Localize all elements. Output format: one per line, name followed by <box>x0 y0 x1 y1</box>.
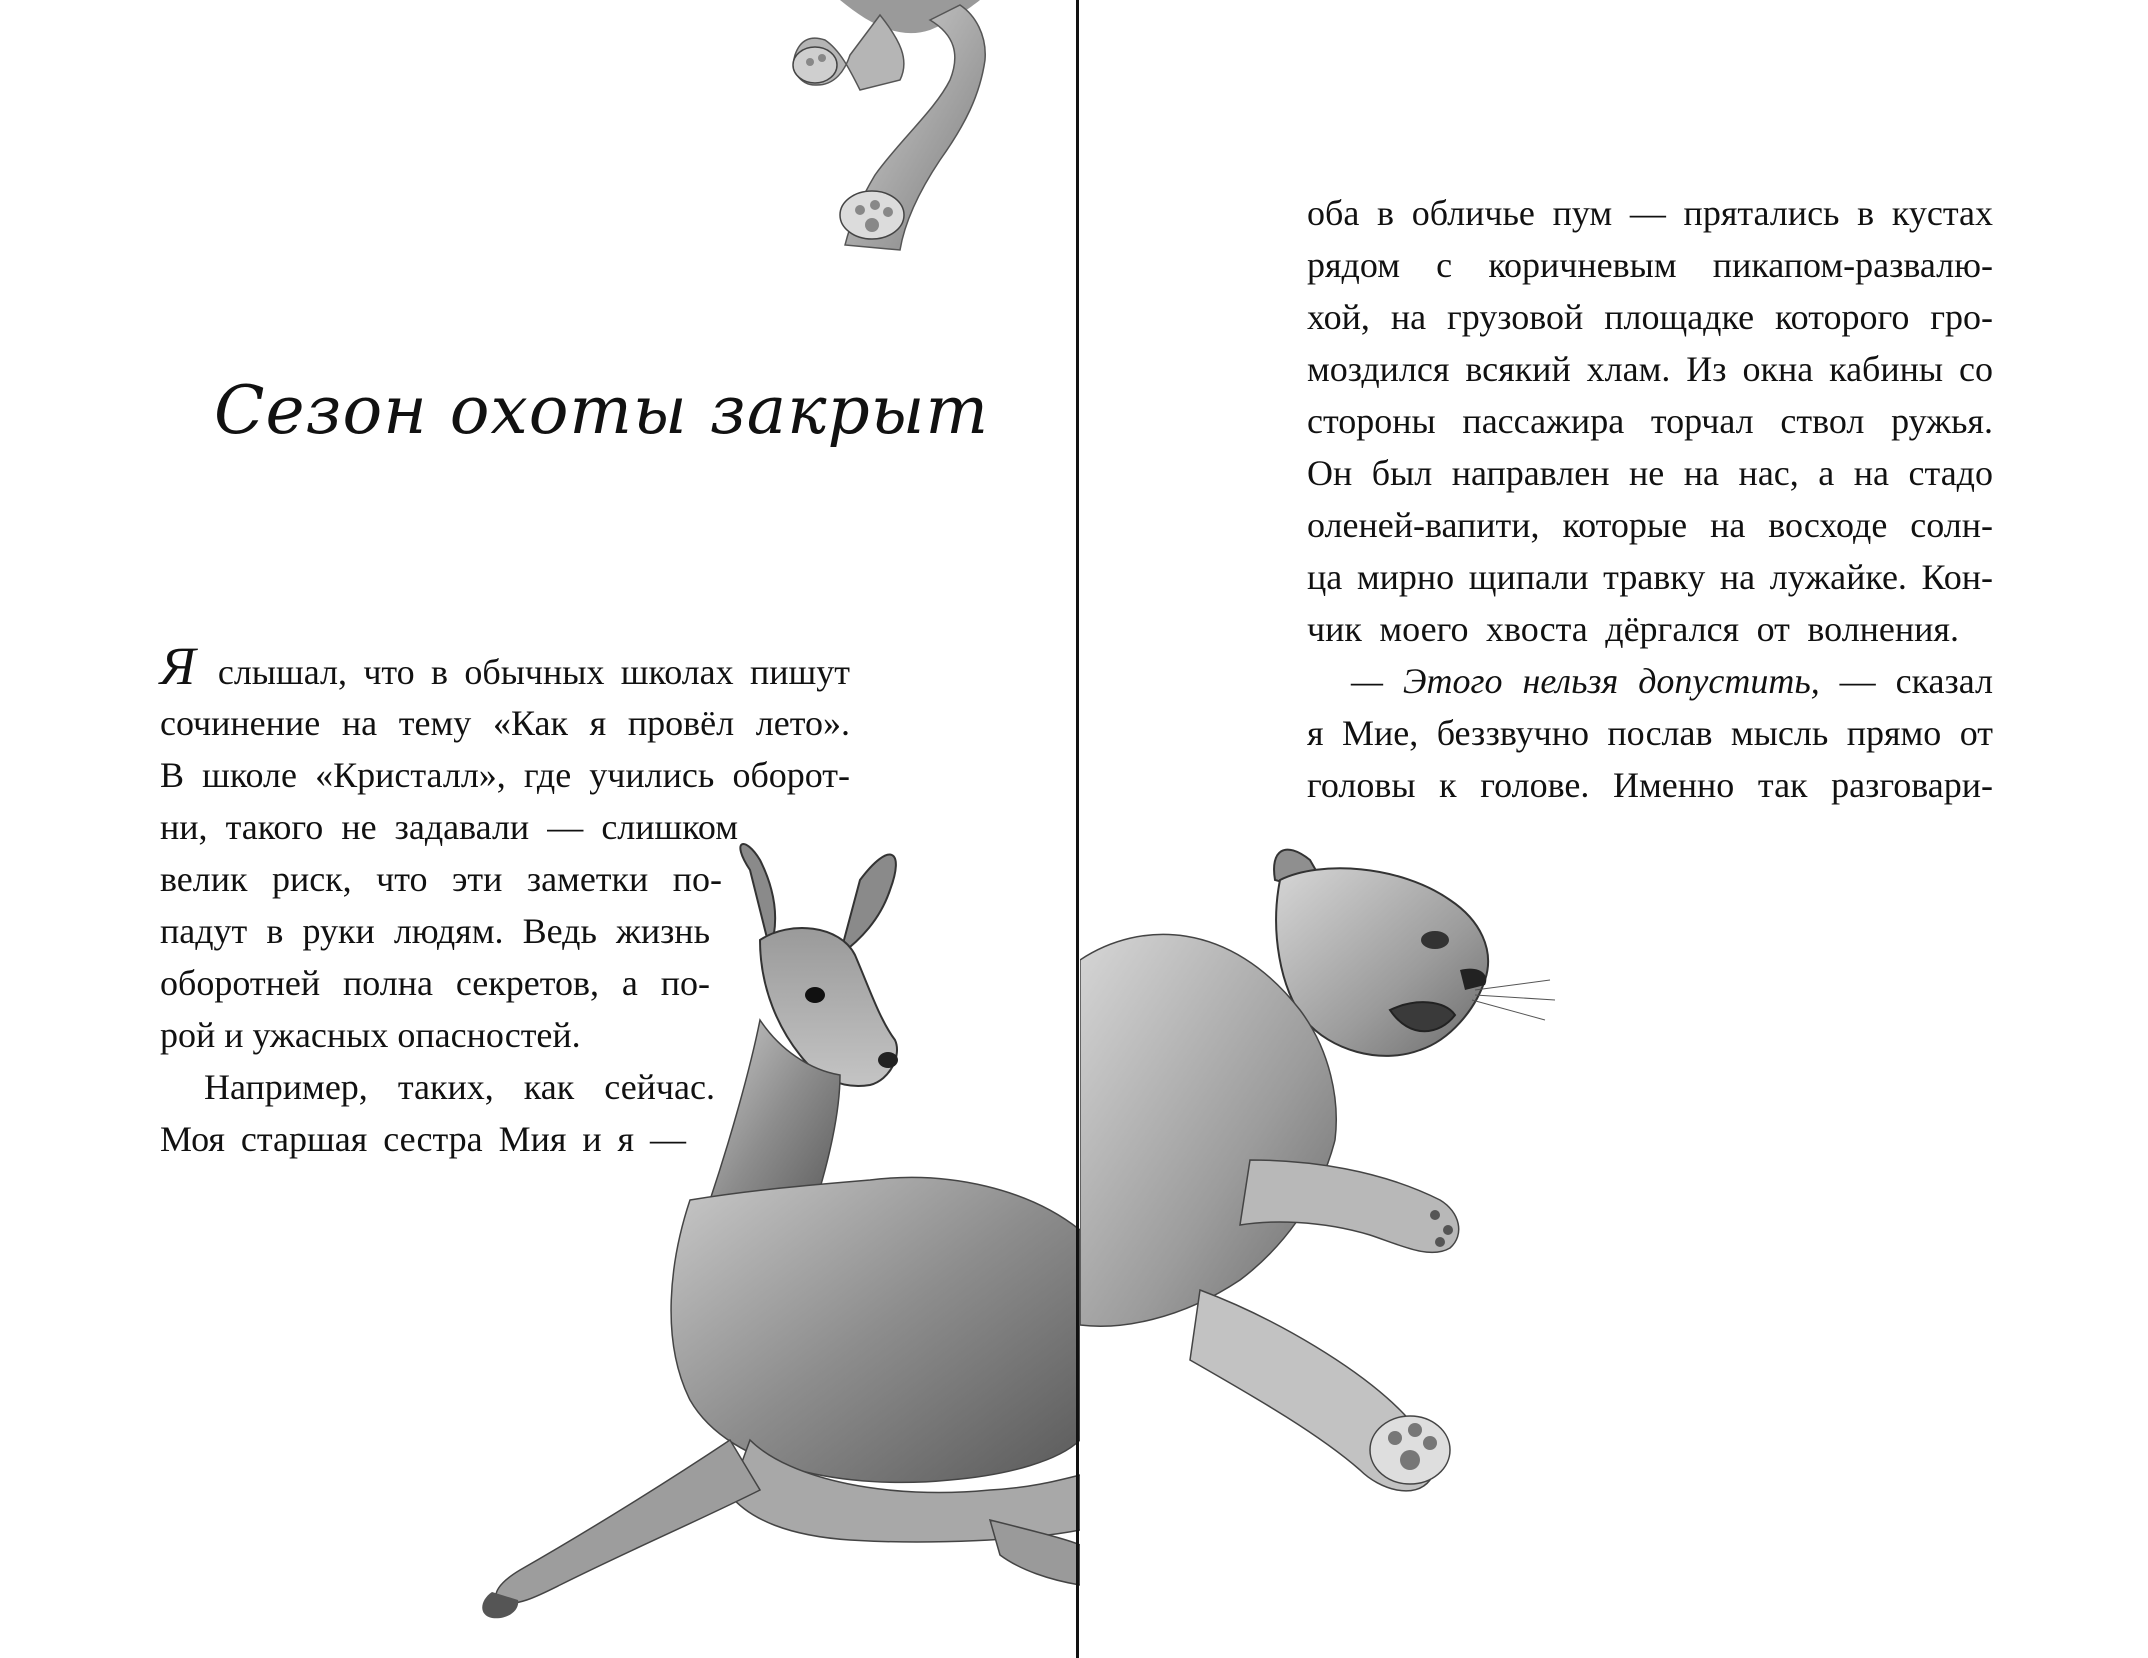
dialogue-rest: — сказал <box>1819 661 1993 701</box>
deer-illustration <box>430 840 1080 1620</box>
left-line-8: рой и ужасных опасностей. <box>160 1015 581 1055</box>
left-line-3: В школе «Кристалл», где учились оборот- <box>160 755 850 795</box>
right-line-3: хой, на грузовой площадке которого гро- <box>1307 297 1993 337</box>
right-line-7: оленей-вапити, которые на восходе солн- <box>1307 505 1993 545</box>
drop-cap: Я <box>160 636 196 696</box>
left-line-2: сочинение на тему «Как я провёл лето». <box>160 703 850 743</box>
dialogue-italic: — Этого нельзя допустить, <box>1351 661 1820 701</box>
left-line-7: оборотней полна секретов, а по- <box>160 963 710 1003</box>
right-line-2: рядом с коричневым пикапом-развалю- <box>1307 245 1993 285</box>
puma-illustration <box>1080 840 1700 1540</box>
right-line-4: моздился всякий хлам. Из окна кабины со <box>1307 349 1993 389</box>
left-line-6: падут в руки людям. Ведь жизнь <box>160 911 710 951</box>
left-line-1 <box>160 636 850 696</box>
right-line-8: ца мирно щипали травку на лужайке. Кон- <box>1307 557 1993 597</box>
left-line-1-text: слышал, что в обычных школах пишут <box>201 652 850 692</box>
right-line-1: оба в обличье пум — прятались в кустах <box>1307 193 1993 233</box>
left-line-4: ни, такого не задавали — слишком <box>160 807 738 847</box>
page-gutter <box>1076 0 1079 1658</box>
left-line-5: велик риск, что эти заметки по- <box>160 859 722 899</box>
right-line-10 <box>1307 656 1993 706</box>
left-line-9: Например, таких, как сейчас. <box>204 1067 715 1107</box>
right-line-11: я Мие, беззвучно послав мысль прямо от <box>1307 713 1993 753</box>
right-line-12: головы к голове. Именно так разговари- <box>1307 765 1993 805</box>
right-line-9: чик моего хвоста дёргался от волнения. <box>1307 609 1959 649</box>
left-line-10: Моя старшая сестра Мия и я — <box>160 1119 686 1159</box>
chapter-title: Сезон охоты закрыт <box>214 372 990 449</box>
hanging-paws-illustration <box>780 0 1110 265</box>
right-line-5: стороны пассажира торчал ствол ружья. <box>1307 401 1993 441</box>
right-line-6: Он был направлен не на нас, а на стадо <box>1307 453 1993 493</box>
